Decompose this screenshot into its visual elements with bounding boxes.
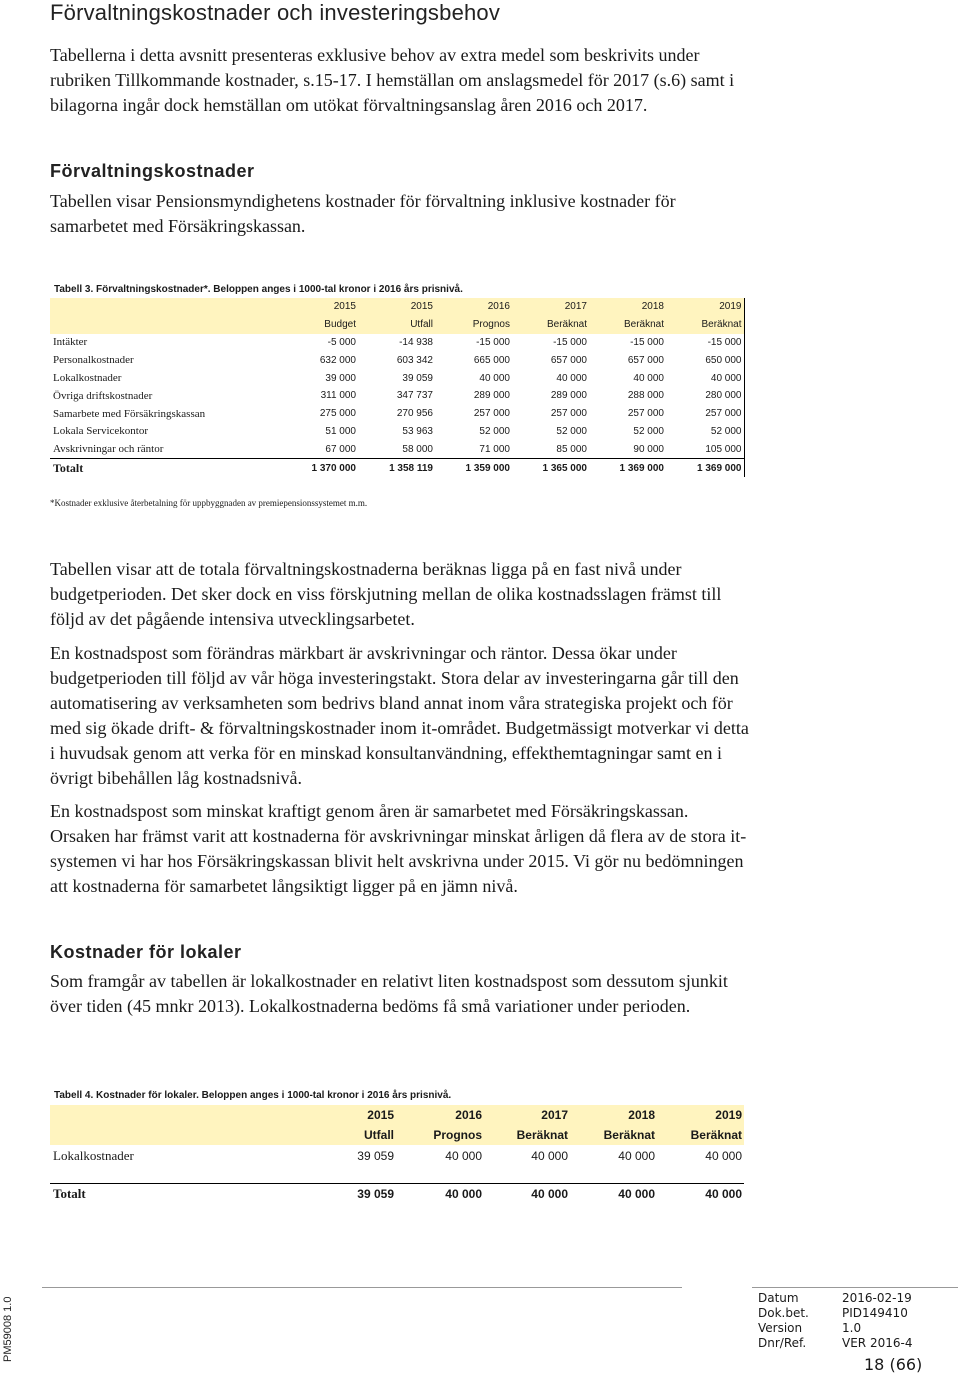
page-number: 18 (66) (864, 1355, 923, 1374)
cell-value: 40 000 (556, 372, 587, 384)
cell-value: 52 000 (479, 425, 510, 437)
header-type: Beräknat (512, 316, 589, 334)
cell-value: 257 000 (473, 408, 510, 420)
header-year: 2015 (308, 1105, 396, 1125)
table-row (50, 405, 744, 423)
cell-value: 275 000 (319, 408, 356, 420)
header-type: Budget (284, 316, 358, 334)
header-year: 2017 (484, 1105, 570, 1125)
cell-value: 105 000 (666, 440, 744, 458)
table-row (50, 369, 744, 387)
meta-key: Datum (758, 1291, 799, 1305)
cell-value: -15 000 (630, 336, 664, 348)
meta-row (758, 1306, 912, 1321)
header-type: Prognos (396, 1125, 484, 1145)
table4-header-years (50, 1105, 744, 1125)
cell-value: 257 000 (666, 405, 744, 423)
row-label: Intäkter (53, 336, 88, 349)
row-label: Övriga driftskostnader (53, 389, 153, 402)
cell-value: 71 000 (479, 443, 510, 455)
table-row (50, 334, 744, 352)
cell-value: -15 000 (666, 334, 744, 352)
table3-caption: Tabell 3. Förvaltningskostnader*. Beloppen anges i 1000-tal kronor i 2016 års prisnivå. (54, 284, 463, 295)
header-empty-cell (50, 1105, 308, 1125)
section-heading-admin-costs: Förvaltningskostnader (50, 161, 255, 181)
total-label: Totalt (50, 1183, 308, 1205)
cell-value: 347 737 (396, 390, 433, 402)
meta-key: Dnr/Ref. (758, 1336, 807, 1350)
meta-value: PID149410 (842, 1306, 908, 1320)
cell-value: 85 000 (556, 443, 587, 455)
header-empty-cell (50, 316, 284, 334)
paragraph: En kostnadspost som förändras märkbart är avskrivningar och räntor. Dessa ökar under budgetperioden till följd av vår höga investeringstakt. Stora delar av investeringarna går till den automatisering av verksamheten som bedrivs bland annat inom våra strategiska projekt och för med sig ökade drift- & förvaltningskostnader inom it-området. Budgetmässigt motverkar vi detta i huvudsak genom att verka för en minskad konsultanvändning, effekthemtagningar samt en i övrigt bibehållen låg kostnadsnivå. (50, 643, 749, 788)
table4-header-types (50, 1125, 744, 1145)
total-value: 40 000 (657, 1183, 744, 1205)
cell-value: 40 000 (479, 372, 510, 384)
cell-value: 288 000 (627, 390, 664, 402)
table3-footnote: *Kostnader exklusive återbetalning för uppbyggnaden av premiepensionssystemet m.m. (50, 498, 368, 508)
table3-header-years (50, 298, 744, 316)
cell-value: -5 000 (327, 336, 356, 348)
row-label: Personalkostnader (53, 354, 134, 367)
total-value: 1 359 000 (435, 459, 512, 477)
cell-value: 257 000 (627, 408, 664, 420)
total-value: 1 369 000 (589, 459, 666, 477)
cell-value: 603 342 (396, 354, 433, 366)
header-year: 2019 (666, 298, 744, 316)
cell-value: 58 000 (402, 443, 433, 455)
admin-costs-table (50, 298, 745, 477)
cell-value: -15 000 (553, 336, 587, 348)
intro-paragraph: Tabellerna i detta avsnitt presenteras exklusive behov av extra medel som beskrivits under rubriken Tillkommande kostnader, s.15-17. I hemställan om anslagsmedel för 2017 (s.6) samt i bilagorna ingår dock hemställan om utökat förvaltningsanslag åren 2016 och 2017. (50, 45, 735, 115)
header-year: 2017 (512, 298, 589, 316)
meta-key: Version (758, 1321, 803, 1335)
row-label: Lokalkostnader (53, 372, 122, 385)
table-total-row (50, 459, 744, 477)
header-type: Utfall (308, 1125, 396, 1145)
table-row (50, 440, 744, 458)
cell-value: 40 000 (633, 372, 664, 384)
cell-value: 40 000 (666, 369, 744, 387)
table3-header-types (50, 316, 744, 334)
document-template-id: PM59008 1.0 (2, 1296, 14, 1362)
cell-value: 90 000 (633, 443, 664, 455)
header-type: Prognos (435, 316, 512, 334)
premises-costs-table (50, 1105, 744, 1205)
meta-value: 1.0 (842, 1321, 862, 1335)
cell-value: 311 000 (320, 390, 356, 402)
meta-key: Dok.bet. (758, 1306, 809, 1320)
table-row (50, 351, 744, 369)
meta-value: VER 2016-4 (842, 1336, 913, 1350)
row-label: Avskrivningar och räntor (53, 443, 164, 456)
footer-divider-right (752, 1287, 958, 1288)
header-year: 2015 (284, 298, 358, 316)
meta-row (758, 1321, 912, 1336)
header-type: Beräknat (589, 316, 666, 334)
table-total-row (50, 1183, 744, 1205)
total-value: 1 365 000 (512, 459, 589, 477)
paragraph: Tabellen visar att de totala förvaltningskostnaderna beräknas ligga på en fast nivå under budgetperioden. Det sker dock en viss förskjutning mellan de olika kostnadsslagen främst till följd av det pågående intensiva utvecklingsarbetet. (50, 559, 722, 629)
cell-value: 52 000 (666, 423, 744, 441)
table-row (50, 387, 744, 405)
section-admin-costs-text: Tabellen visar Pensionsmyndighetens kostnader för förvaltning inklusive kostnader för samarbetet med Försäkringskassan. (50, 191, 676, 236)
cell-value: 280 000 (666, 387, 744, 405)
cell-value: 665 000 (473, 354, 510, 366)
cell-value: 40 000 (445, 1149, 482, 1163)
header-type: Utfall (358, 316, 435, 334)
header-type: Beräknat (666, 316, 744, 334)
row-label: Lokalkostnader (53, 1148, 134, 1163)
total-value: 40 000 (396, 1183, 484, 1205)
paragraph: En kostnadspost som minskat kraftigt genom åren är samarbetet med Försäkringskassan. Orsaken har främst varit att kostnaderna för avskrivningar minskat årligen då flera av de stora it-systemen vi har hos Försäkringskassan blivit helt avskrivna under 2015. Vi gör nu bedömningen att kostnaderna för samarbetet långsiktigt ligger på en jämn nivå. (50, 801, 747, 896)
cell-value: -14 938 (399, 336, 433, 348)
cell-value: 40 000 (705, 1149, 742, 1163)
total-value: 39 059 (308, 1183, 396, 1205)
cell-value: 657 000 (550, 354, 587, 366)
meta-value: 2016-02-19 (842, 1291, 912, 1305)
cell-value: 53 963 (402, 425, 433, 437)
total-value: 1 358 119 (358, 459, 435, 477)
header-type: Beräknat (570, 1125, 657, 1145)
total-value: 1 370 000 (284, 459, 358, 477)
document-metadata (758, 1291, 912, 1351)
cell-value: 289 000 (473, 390, 510, 402)
spacer-cell (50, 1167, 744, 1183)
total-value: 1 369 000 (666, 459, 744, 477)
cell-value: 51 000 (325, 425, 356, 437)
cell-value: 289 000 (550, 390, 587, 402)
cell-value: 67 000 (325, 443, 356, 455)
table-spacer-row (50, 1167, 744, 1183)
row-label: Samarbete med Försäkringskassan (53, 407, 206, 420)
total-value: 40 000 (570, 1183, 657, 1205)
header-empty-cell (50, 1125, 308, 1145)
cell-value: 52 000 (556, 425, 587, 437)
cell-value: 270 956 (396, 408, 433, 420)
meta-row (758, 1336, 912, 1351)
cell-value: 657 000 (627, 354, 664, 366)
table4-caption: Tabell 4. Kostnader för lokaler. Beloppen anges i 1000-tal kronor i 2016 års prisnivå. (54, 1090, 452, 1101)
cell-value: 52 000 (633, 425, 664, 437)
header-empty-cell (50, 298, 284, 316)
cell-value: 632 000 (319, 354, 356, 366)
cell-value: 39 059 (402, 372, 433, 384)
header-type: Beräknat (657, 1125, 744, 1145)
header-year: 2019 (657, 1105, 744, 1125)
cell-value: -15 000 (476, 336, 510, 348)
cell-value: 257 000 (550, 408, 587, 420)
cell-value: 39 059 (357, 1149, 394, 1163)
total-label: Totalt (50, 459, 284, 477)
cell-value: 650 000 (666, 351, 744, 369)
header-year: 2018 (589, 298, 666, 316)
header-year: 2015 (358, 298, 435, 316)
cell-value: 40 000 (531, 1149, 568, 1163)
meta-row (758, 1291, 912, 1306)
cell-value: 39 000 (325, 372, 356, 384)
row-label: Lokala Servicekontor (53, 425, 148, 438)
table-row (50, 1145, 744, 1167)
table-row (50, 423, 744, 441)
section-premises-costs-text: Som framgår av tabellen är lokalkostnader en relativt liten kostnadspost som dessutom sjunkit över tiden (45 mnkr 2013). Lokalkostnaderna bedöms få små variationer under perioden. (50, 971, 728, 1016)
footer-divider-left (42, 1287, 682, 1288)
cell-value: 40 000 (618, 1149, 655, 1163)
total-value: 40 000 (484, 1183, 570, 1205)
section-heading-premises-costs: Kostnader för lokaler (50, 942, 242, 962)
header-year: 2016 (435, 298, 512, 316)
header-year: 2018 (570, 1105, 657, 1125)
header-year: 2016 (396, 1105, 484, 1125)
page-title: Förvaltningskostnader och investeringsbehov (50, 0, 501, 25)
header-type: Beräknat (484, 1125, 570, 1145)
